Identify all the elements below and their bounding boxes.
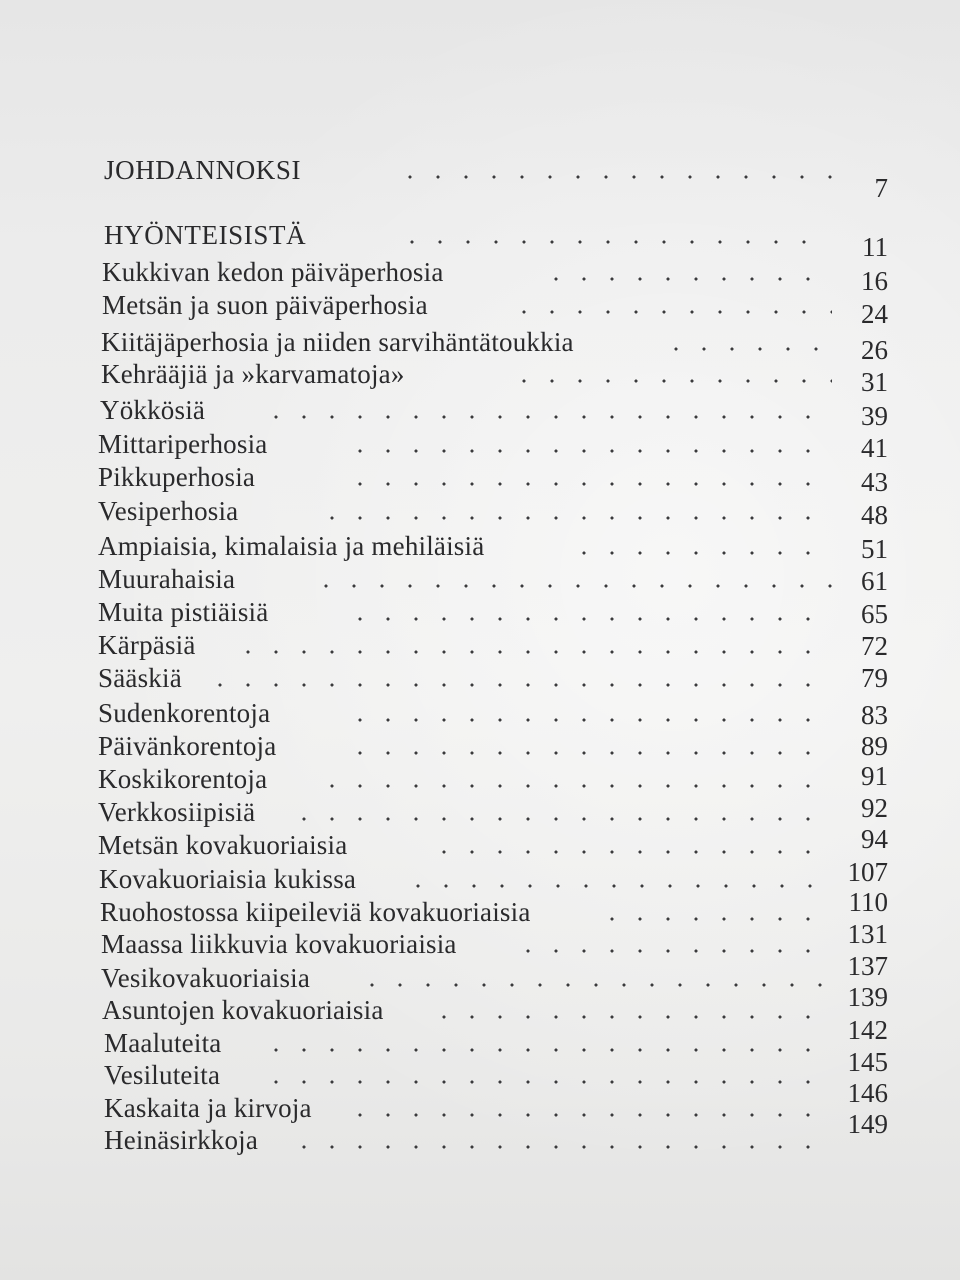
toc-entry bbox=[0, 729, 960, 763]
dot-leader bbox=[346, 617, 834, 621]
dot-leader bbox=[662, 347, 834, 351]
dot-leader bbox=[404, 884, 834, 888]
toc-entry-title: Päivänkorentoja bbox=[98, 731, 277, 761]
toc-entry-title: JOHDANNOKSI bbox=[104, 155, 302, 185]
toc-entry bbox=[0, 951, 960, 995]
toc-entry bbox=[0, 1015, 960, 1060]
toc-entry-title: Muurahaisia bbox=[98, 564, 236, 594]
toc-entry bbox=[0, 795, 960, 829]
toc-entry bbox=[0, 1047, 960, 1092]
toc-entry-page: 43 bbox=[861, 467, 888, 497]
toc-entry-page: 65 bbox=[861, 599, 888, 629]
toc-entry-title: Koskikorentoja bbox=[98, 764, 268, 794]
toc-entry-page: 94 bbox=[861, 824, 888, 854]
toc-entry-title: Metsän kovakuoriaisia bbox=[98, 830, 348, 860]
dot-leader bbox=[290, 1145, 834, 1149]
dot-leader bbox=[290, 817, 834, 821]
toc-entry-title: Ruohostossa kiipeileviä kovakuoriaisia bbox=[100, 897, 531, 927]
toc-entry-page: 83 bbox=[861, 700, 888, 730]
toc-entry-title: Kukkivan kedon päiväperhosia bbox=[102, 257, 444, 287]
toc-entry bbox=[0, 1078, 960, 1125]
toc-entry bbox=[0, 595, 960, 629]
toc-entry-page: 91 bbox=[861, 761, 888, 791]
toc-entry bbox=[0, 562, 960, 596]
dot-leader bbox=[358, 983, 834, 987]
dot-leader bbox=[430, 850, 834, 854]
toc-entry-title: Asuntojen kovakuoriaisia bbox=[102, 995, 384, 1025]
toc-entry-title: Kärpäsiä bbox=[98, 630, 196, 660]
dot-leader bbox=[346, 751, 834, 755]
toc-entry bbox=[0, 762, 960, 796]
toc-entry bbox=[0, 325, 960, 365]
toc-entry bbox=[0, 529, 960, 563]
dot-leader bbox=[430, 1015, 834, 1019]
dot-leader bbox=[346, 482, 834, 486]
dot-leader bbox=[346, 1113, 834, 1117]
dot-leader bbox=[312, 584, 834, 588]
toc-entry-page: 41 bbox=[861, 433, 888, 463]
toc-entry-page: 26 bbox=[861, 335, 888, 365]
toc-entry-page: 48 bbox=[861, 500, 888, 530]
toc-entry-page: 61 bbox=[861, 566, 888, 596]
toc-entry bbox=[0, 628, 960, 662]
dot-leader bbox=[262, 415, 834, 419]
toc-entry-page: 142 bbox=[847, 1015, 888, 1045]
toc-entry-page: 137 bbox=[847, 951, 888, 981]
toc-entry-page: 92 bbox=[861, 793, 888, 823]
toc-entry bbox=[0, 919, 960, 961]
toc-entry bbox=[0, 393, 960, 431]
toc-entry bbox=[0, 494, 960, 528]
toc-entry-page: 146 bbox=[847, 1078, 888, 1108]
toc-entry-page: 72 bbox=[861, 631, 888, 661]
toc-entry-page: 110 bbox=[848, 887, 888, 917]
toc-entry-title: Pikkuperhosia bbox=[98, 462, 256, 492]
dot-leader bbox=[262, 1048, 834, 1052]
toc-entry-page: 11 bbox=[862, 232, 888, 262]
toc-entry-title: HYÖNTEISISTÄ bbox=[104, 220, 307, 250]
dot-leader bbox=[318, 516, 834, 520]
dot-leader bbox=[346, 449, 834, 453]
dot-leader bbox=[598, 917, 834, 921]
toc-entry-title: Kiitäjäperhosia ja niiden sarvihäntätoukkia bbox=[101, 327, 574, 357]
toc-entry bbox=[0, 255, 960, 296]
toc-entry-page: 79 bbox=[861, 663, 888, 693]
toc-entry-title: Vesikovakuoriaisia bbox=[101, 963, 311, 993]
dot-leader bbox=[398, 240, 818, 244]
toc-entry bbox=[0, 887, 960, 929]
toc-entry-page: 31 bbox=[861, 367, 888, 397]
toc-entry-page: 139 bbox=[847, 982, 888, 1012]
toc-entry-title: Verkkosiipisiä bbox=[98, 797, 256, 827]
dot-leader bbox=[514, 949, 834, 953]
toc-entry-title: Sudenkorentoja bbox=[98, 698, 271, 728]
toc-entry-page: 149 bbox=[847, 1109, 888, 1139]
toc-entry-title: Maaluteita bbox=[104, 1028, 222, 1058]
toc-entry bbox=[0, 824, 960, 862]
toc-entry bbox=[0, 288, 960, 329]
dot-leader bbox=[262, 1080, 834, 1084]
toc-entry bbox=[0, 1109, 960, 1157]
toc-entry bbox=[0, 460, 960, 497]
dot-leader bbox=[346, 718, 834, 722]
dot-leader bbox=[542, 277, 832, 281]
dot-leader bbox=[510, 379, 832, 383]
dot-leader bbox=[396, 175, 836, 179]
toc-entry-page: 145 bbox=[847, 1047, 888, 1077]
dot-leader bbox=[318, 784, 834, 788]
dot-leader bbox=[510, 310, 832, 314]
dot-leader bbox=[234, 650, 834, 654]
toc-entry-title: Maassa liikkuvia kovakuoriaisia bbox=[101, 929, 457, 959]
toc-entry-page: 16 bbox=[861, 266, 888, 296]
toc-entry-page: 7 bbox=[874, 173, 888, 203]
toc-entry-page: 51 bbox=[861, 534, 888, 564]
toc-entry-page: 39 bbox=[861, 401, 888, 431]
toc-entry bbox=[0, 661, 960, 695]
toc-entry-title: Mittariperhosia bbox=[98, 429, 268, 459]
toc-entry-page: 24 bbox=[861, 299, 888, 329]
toc-entry-title: Vesiluteita bbox=[104, 1060, 221, 1090]
toc-entry-page: 107 bbox=[847, 857, 888, 887]
toc-entry-title: Sääskiä bbox=[98, 663, 182, 693]
toc-entry bbox=[0, 982, 960, 1027]
toc-entry-title: Muita pistiäisiä bbox=[98, 597, 269, 627]
toc-entry-title: Kehrääjiä ja »karvamatoja» bbox=[101, 359, 405, 389]
toc-entry-page: 131 bbox=[847, 919, 888, 949]
toc-entry-title: Ampiaisia, kimalaisia ja mehiläisiä bbox=[98, 531, 485, 561]
dot-leader bbox=[206, 683, 834, 687]
toc-entry-title: Kovakuoriaisia kukissa bbox=[99, 864, 357, 894]
toc-entry-page: 89 bbox=[861, 731, 888, 761]
toc-entry bbox=[0, 857, 960, 896]
toc-entry bbox=[0, 696, 960, 730]
toc-entry-title: Yökkösiä bbox=[100, 395, 206, 425]
toc-entry-title: Vesiperhosia bbox=[98, 496, 239, 526]
toc-entry-title: Metsän ja suon päiväperhosia bbox=[102, 290, 428, 320]
toc-entry-title: Kaskaita ja kirvoja bbox=[104, 1093, 312, 1123]
toc-entry bbox=[0, 427, 960, 461]
toc-entry bbox=[0, 357, 960, 397]
dot-leader bbox=[570, 551, 834, 555]
toc-entry-title: Heinäsirkkoja bbox=[104, 1125, 259, 1155]
toc-entry-johdannoksi bbox=[0, 153, 960, 203]
toc-entry-hyonteisista bbox=[0, 218, 960, 262]
